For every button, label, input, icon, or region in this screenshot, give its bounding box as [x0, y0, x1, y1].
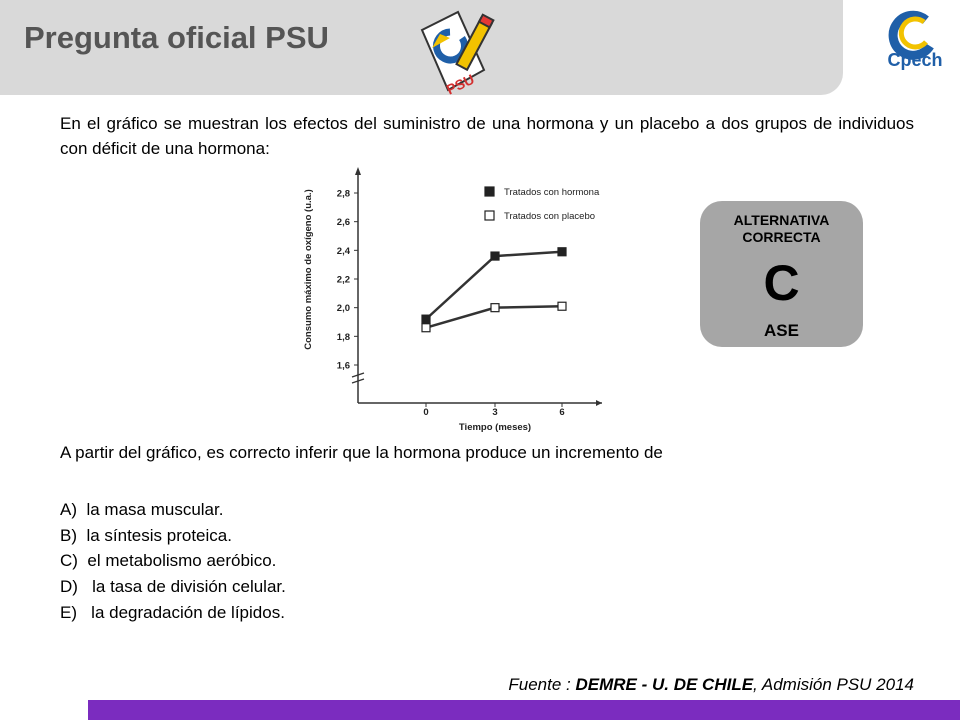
hormona-point: [491, 252, 499, 260]
y-tick-label: 1,6: [336, 360, 350, 372]
y-tick-label: 1,8: [336, 331, 350, 343]
option-text: la síntesis proteica.: [86, 525, 232, 545]
page-title: Pregunta oficial PSU: [24, 20, 329, 55]
option-letter: C): [60, 551, 78, 571]
hormona-point: [422, 315, 430, 323]
option-text: la degradación de lípidos.: [91, 602, 285, 622]
source-citation: Fuente : DEMRE - U. DE CHILE, Admisión PSU 2014: [508, 675, 914, 694]
y-tick-label: 2,2: [336, 274, 350, 286]
option-letter: A): [60, 500, 77, 519]
cpech-logo-icon: [876, 4, 954, 76]
psu-pencil-logo-icon: [418, 8, 502, 100]
option-e[interactable]: [60, 600, 286, 626]
y-axis-arrow: [355, 167, 361, 175]
psu-logo-text: PSU: [443, 70, 477, 98]
option-c[interactable]: [60, 548, 286, 574]
legend-marker: [485, 211, 494, 220]
legend-marker: [485, 187, 494, 196]
option-letter: E): [60, 602, 77, 622]
y-tick-label: 2,8: [336, 188, 350, 200]
placebo-point: [491, 304, 499, 312]
answer-area: ASE: [764, 321, 799, 340]
option-d[interactable]: [60, 574, 286, 600]
legend-label: Tratados con hormona: [504, 187, 600, 198]
option-letter: B): [60, 525, 77, 545]
answer-letter: C: [763, 255, 800, 311]
oxygen-consumption-chart: [290, 165, 670, 435]
option-text: la masa muscular.: [86, 500, 224, 519]
answer-label: ALTERNATIVA CORRECTA: [733, 212, 830, 245]
answer-options: [60, 497, 286, 626]
hormona-point: [558, 248, 566, 256]
question-text: A partir del gráfico, es correcto inferir que la hormona produce un incremento de: [60, 443, 663, 462]
source-org: DEMRE - U. DE CHILE: [575, 675, 754, 694]
option-text: el metabolismo aeróbico.: [87, 551, 277, 571]
x-tick-label: 3: [492, 407, 498, 418]
y-tick-label: 2,4: [336, 245, 350, 257]
y-tick-label: 2,0: [336, 303, 350, 315]
placebo-point: [558, 302, 566, 310]
chart-ylabel: Consumo máximo de oxígeno (u.a.): [303, 189, 314, 350]
option-letter: D): [60, 577, 78, 597]
x-tick-label: 6: [559, 407, 565, 418]
y-tick-label: 2,6: [336, 217, 350, 229]
legend-label: Tratados con placebo: [504, 211, 596, 222]
chart-xlabel: Tiempo (meses): [458, 422, 532, 433]
option-b[interactable]: [60, 523, 286, 549]
intro-text: En el gráfico se muestran los efectos del suministro de una hormona y un placebo a dos grupos de individuos con déficit de una hormona:: [60, 114, 914, 158]
brand-text: Cpech: [887, 50, 943, 70]
option-a[interactable]: [60, 497, 286, 523]
x-tick-label: 0: [423, 407, 429, 418]
correct-answer-box: [700, 201, 863, 347]
placebo-point: [422, 324, 430, 332]
footer-bar: [88, 700, 960, 720]
option-text: la tasa de división celular.: [92, 577, 286, 597]
x-axis-arrow: [596, 400, 602, 406]
